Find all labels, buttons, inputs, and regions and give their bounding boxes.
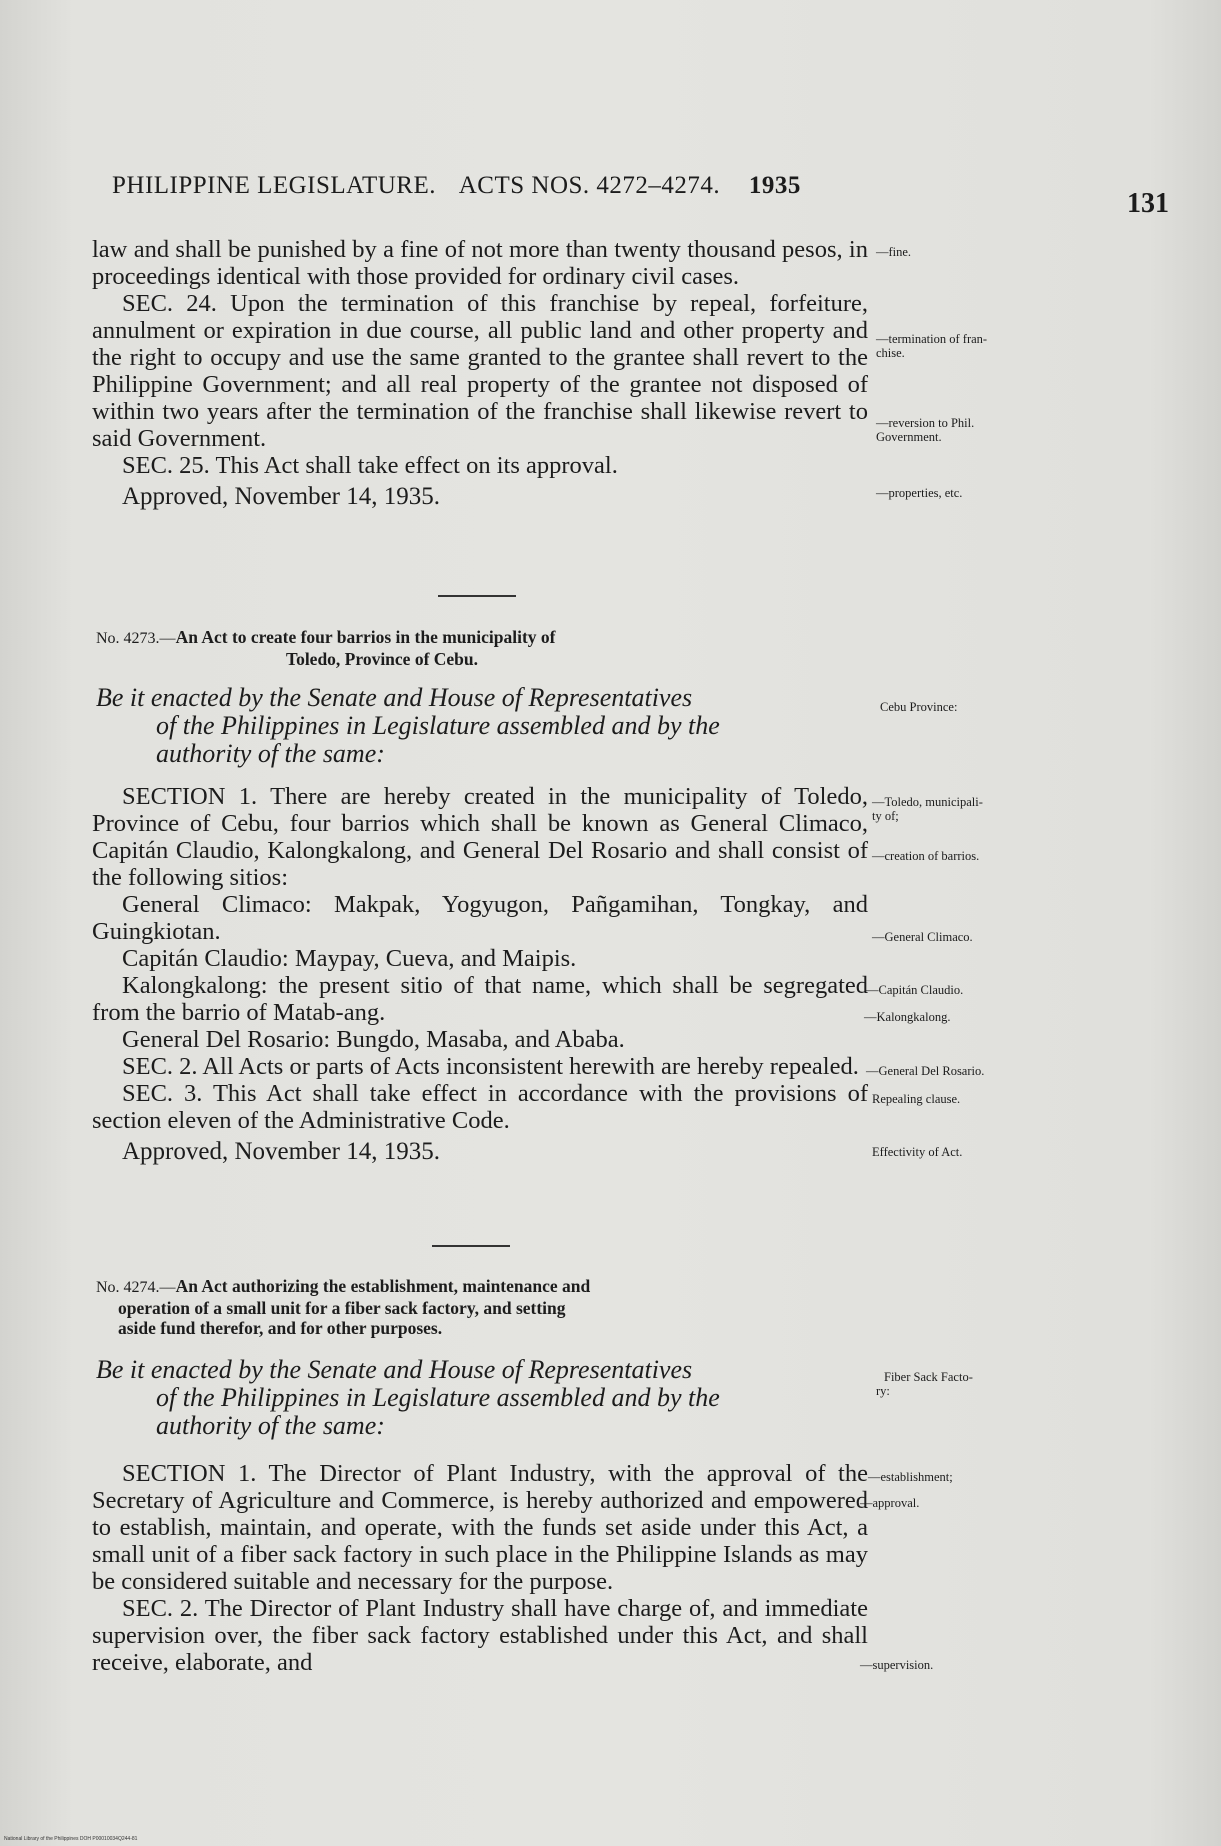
enact-line: Be it enacted by the Senate and House of Representatives [96,1355,693,1384]
running-title: PHILIPPINE LEGISLATURE. [112,172,436,199]
section-text: Upon the termination of this franchise by repeal, forfeiture, annulment or expiration in due course, all public land and other property and the right to occupy and use the same granted to the grantee shall revert to the Philippine Government; and all real property of the grantee not disposed of within two years after the termination of the franchise shall likewise revert to said Government. [92,290,868,452]
section-text: The Director of Plant Industry shall have charge of, and immediate supervision over, the fiber sack factory established under this Act, and shall receive, elaborate, and [92,1595,868,1676]
section-25 [92,452,868,479]
section-2 [92,1595,868,1676]
margin-note-termination: —termination of fran- [876,332,988,346]
act-title-line: Toledo, Province of Cebu. [286,649,479,669]
acts-range: ACTS NOS. 4272–4274. [458,172,721,199]
margin-note-reversion-cont: Government. [876,430,942,444]
enacting-clause-4274 [96,1356,866,1440]
enact-line: of the Philippines in Legislature assembled and by the [156,1383,720,1412]
running-header [112,172,982,200]
act-title-line: aside fund therefor, and for other purposes. [118,1318,443,1338]
enact-line: authority of the same: [156,1411,385,1440]
barrio-general-climaco: General Climaco: Makpak, Yogyugon, Pañgamihan, Tongkay, and Guingkiotan. [92,891,868,945]
act-4273-title [96,627,866,669]
act-title-line: operation of a small unit for a fiber sack factory, and setting [118,1298,566,1318]
enact-line: Be it enacted by the Senate and House of Representatives [96,683,693,712]
margin-note-properties: —properties, etc. [876,486,963,500]
margin-note-supervision: —supervision. [860,1658,934,1672]
act-title-line: An Act authorizing the establishment, maintenance and [175,1276,591,1296]
barrio-capitan-claudio: Capitán Claudio: Maypay, Cueva, and Maipis. [122,945,577,972]
act-number: No. 4274.— [96,1279,176,1296]
margin-note-effectivity: Effectivity of Act. [872,1145,963,1159]
section-text: The Director of Plant Industry, with the approval of the Secretary of Agriculture and Commerce, is hereby authorized and empowered to establish, maintain, and operate, with the funds set aside under this Act, a small unit of a fiber sack factory in such place in the Philippine Islands as may be considered suitable and necessary for the purpose. [92,1460,868,1595]
section-label: SEC. 2. [122,1053,198,1080]
enacting-clause-4273 [96,684,866,768]
section-2 [92,1053,868,1080]
section-text: This Act shall take effect on its approval. [215,452,618,479]
section-divider [432,1245,510,1247]
section-label: SEC. 25. [122,452,210,479]
scan-credit: National Library of the Philippines DOH P00010034Q244-81 [4,1836,138,1842]
act-4272-continued [92,236,868,510]
act-4274-title [96,1276,866,1338]
margin-note-cebu-province: Cebu Province: [880,700,958,714]
header-year: 1935 [748,172,801,199]
section-text: There are hereby created in the municipality of Toledo, Province of Cebu, four barrios which shall be known as General Climaco, Capitán Claudio, Kalongkalong, and General Del Rosario and shall consist of the following sitios: [92,783,868,891]
enact-line: of the Philippines in Legislature assembled and by the [156,711,720,740]
margin-note-general-del-rosario: —General Del Rosario. [866,1064,985,1078]
margin-note-creation: —creation of barrios. [872,849,980,863]
margin-note-capitan-claudio: —Capitán Claudio. [866,983,964,997]
margin-note-repealing-clause: Repealing clause. [872,1092,961,1106]
section-3 [92,1080,868,1134]
section-label: SECTION 1. [122,1460,257,1487]
barrio-general-del-rosario: General Del Rosario: Bungdo, Masaba, and Ababa. [122,1026,625,1053]
margin-note-toledo-cont: ty of; [872,809,899,823]
enact-line: authority of the same: [156,739,385,768]
section-label: SEC. 2. [122,1595,199,1622]
approved-line: Approved, November 14, 1935. [122,1138,440,1165]
act-title-line: An Act to create four barrios in the municipality of [175,627,556,647]
section-1 [92,1460,868,1595]
section-label: SECTION 1. [122,783,258,810]
margin-note-establishment: —establishment; [868,1470,953,1484]
section-label: SEC. 3. [122,1080,203,1107]
margin-note-toledo: —Toledo, municipali- [872,795,983,809]
act-4273-body [92,783,868,1165]
act-4274-body [92,1460,868,1676]
margin-note-approval: —approval. [860,1496,920,1510]
section-text: This Act shall take effect in accordance with the provisions of section eleven of the Administrative Code. [92,1080,868,1134]
section-text: All Acts or parts of Acts inconsistent herewith are hereby repealed. [202,1053,859,1080]
barrio-kalongkalong: Kalongkalong: the present sitio of that name, which shall be segregated from the barrio of Matab-ang. [92,972,868,1026]
section-divider [438,595,516,597]
act-number: No. 4273.— [96,630,176,647]
page-number: 131 [1127,188,1169,219]
margin-note-fiber-sack-factory: Fiber Sack Facto- [884,1370,973,1384]
section-label: SEC. 24. [122,290,217,317]
margin-note-fiber-sack-factory-cont: ry: [876,1384,890,1398]
margin-note-reversion: —reversion to Phil. [876,416,975,430]
margin-note-kalongkalong: —Kalongkalong. [864,1010,951,1024]
paragraph-fine: law and shall be punished by a fine of not more than twenty thousand pesos, in proceedings identical with those provided for ordinary civil cases. [92,236,868,290]
margin-note-general-climaco: —General Climaco. [872,930,973,944]
section-1 [92,783,868,891]
section-24 [92,290,868,452]
margin-note-termination-cont: chise. [876,346,905,360]
margin-note-fine: —fine. [876,245,912,259]
approved-line: Approved, November 14, 1935. [122,483,440,510]
